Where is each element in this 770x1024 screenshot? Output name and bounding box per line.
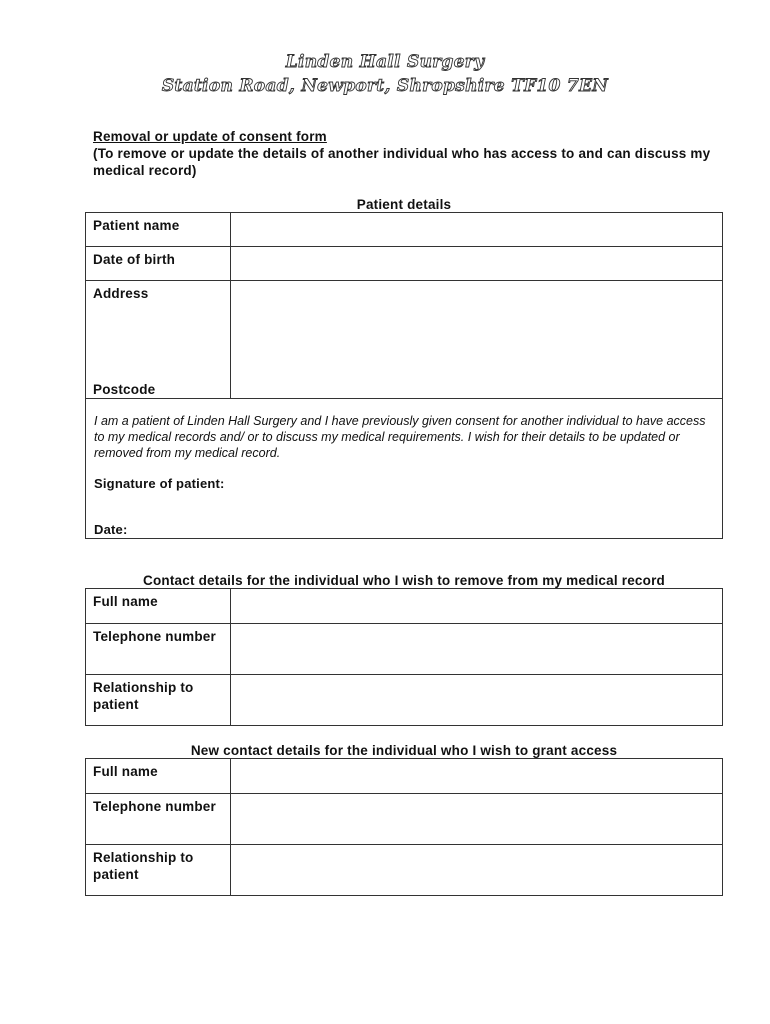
form-title: Removal or update of consent form bbox=[93, 129, 327, 144]
date-label: Date: bbox=[94, 522, 128, 537]
new-contact-table bbox=[85, 758, 723, 896]
new-full-name-field[interactable] bbox=[231, 759, 723, 794]
date-of-birth-label: Date of birth bbox=[86, 247, 231, 281]
surgery-address: Station Road, Newport, Shropshire TF10 7EN bbox=[161, 76, 609, 96]
remove-relationship-label: Relationship to patient bbox=[86, 675, 231, 726]
new-telephone-field[interactable] bbox=[231, 794, 723, 845]
new-full-name-label: Full name bbox=[86, 759, 231, 794]
remove-full-name-label: Full name bbox=[86, 589, 231, 624]
remove-full-name-field[interactable] bbox=[231, 589, 723, 624]
signature-label: Signature of patient: bbox=[94, 476, 225, 491]
surgery-header bbox=[0, 50, 770, 98]
consent-statement: I am a patient of Linden Hall Surgery and I have previously given consent for another individual to have access to my medical records and/ or to discuss my medical requirements. I wish for their details to be updated or removed from my medical record. bbox=[94, 414, 706, 460]
remove-telephone-label: Telephone number bbox=[86, 624, 231, 675]
address-field[interactable] bbox=[231, 281, 723, 399]
consent-statement-cell bbox=[86, 399, 723, 539]
address-label: Address bbox=[93, 286, 149, 301]
patient-details-heading: Patient details bbox=[356, 197, 452, 212]
new-relationship-field[interactable] bbox=[231, 845, 723, 896]
form-subtitle: (To remove or update the details of another individual who has access to and can discuss my medical record) bbox=[93, 146, 711, 178]
remove-contact-table bbox=[85, 588, 723, 726]
patient-details-table bbox=[85, 212, 723, 539]
new-relationship-label: Relationship to patient bbox=[86, 845, 231, 896]
postcode-label: Postcode bbox=[93, 382, 156, 397]
new-telephone-label: Telephone number bbox=[86, 794, 231, 845]
date-of-birth-field[interactable] bbox=[231, 247, 723, 281]
remove-telephone-field[interactable] bbox=[231, 624, 723, 675]
form-intro bbox=[93, 128, 733, 179]
new-contact-heading: New contact details for the individual who I wish to grant access bbox=[190, 743, 618, 758]
remove-contact-heading: Contact details for the individual who I wish to remove from my medical record bbox=[143, 573, 665, 588]
surgery-name: Linden Hall Surgery bbox=[285, 52, 485, 72]
remove-relationship-field[interactable] bbox=[231, 675, 723, 726]
patient-name-field[interactable] bbox=[231, 213, 723, 247]
address-label-cell bbox=[86, 281, 231, 399]
patient-name-label: Patient name bbox=[86, 213, 231, 247]
